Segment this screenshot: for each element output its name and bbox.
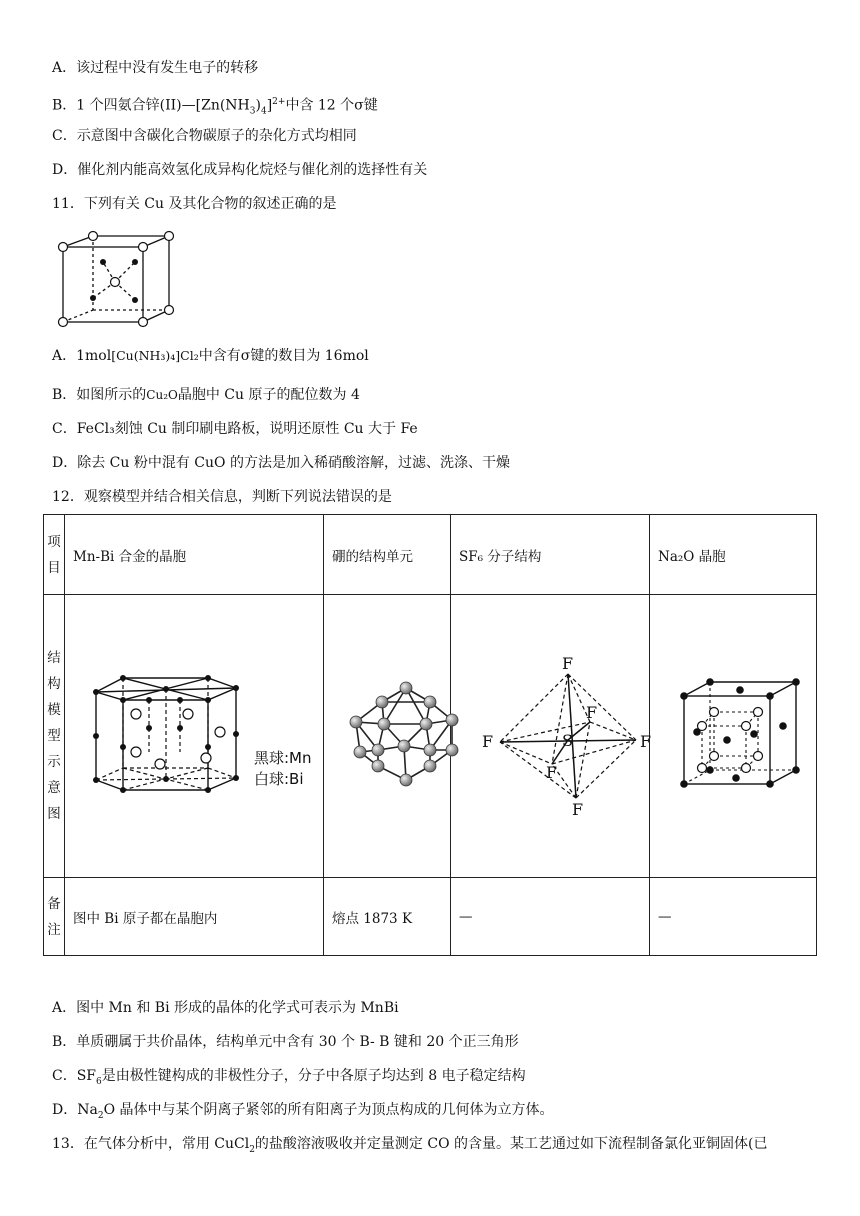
- sf6-f-back: F: [586, 703, 598, 722]
- q11-option-b: B．如图所示的Cu₂O晶胞中 Cu 原子的配位数为 4: [52, 387, 360, 403]
- sf6-f-left: F: [482, 732, 494, 751]
- sf6-s-center: S: [562, 731, 573, 750]
- q11-option-a: A．1mol[Cu(NH₃)₄]Cl₂中含有σ键的数目为 16mol: [52, 348, 369, 364]
- header-sf6: SF₆ 分子结构: [451, 515, 650, 595]
- row-label-note: 备 注: [44, 878, 65, 956]
- na2o-unit-cell-figure: [676, 676, 804, 794]
- sf6-f-right: F: [640, 732, 652, 751]
- q10-option-b: B．1 个四氨合锌$(II)—[Zn(NH_3)_4]^{2+}$中含 12 个σ键: [52, 97, 378, 117]
- note-boron: 熔点 1873 K: [324, 878, 451, 956]
- note-na2o: —: [650, 878, 817, 956]
- legend-black-mn: 黑球:Mn: [254, 749, 312, 767]
- sf6-f-bottom: F: [572, 800, 584, 818]
- q12-option-a: A．图中 Mn 和 Bi 形成的晶体的化学式可表示为 MnBi: [52, 1000, 399, 1016]
- note-sf6: —: [451, 878, 650, 956]
- sf6-f-top: F: [562, 654, 574, 673]
- legend-white-bi: 白球:Bi: [254, 770, 304, 788]
- boron-icosahedron-figure: [348, 680, 460, 792]
- q11-option-d: D．除去 Cu 粉中混有 CuO 的方法是加入稀硝酸溶解，过滤、洗涤、干燥: [52, 455, 510, 471]
- q12-stem: 12．观察模型并结合相关信息，判断下列说法错误的是: [52, 489, 392, 505]
- header-na2o: Na₂O 晶胞: [650, 515, 817, 595]
- row-label-model: 结 构 模 型 示 意 图: [44, 595, 65, 878]
- q13-stem: 13．在气体分析中，常用 CuCl$_2$的盐酸溶液吸收并定量测定 CO 的含量。某工艺通过如下流程制备氯化亚铜固体(已: [52, 1136, 768, 1155]
- q12-option-b: B．单质硼属于共价晶体，结构单元中含有 30 个 B- B 键和 20 个正三角形: [52, 1034, 519, 1050]
- q10-option-a: A．该过程中没有发生电子的转移: [52, 60, 259, 76]
- q12-option-c: C．$SF_6$是由极性键构成的非极性分子，分子中各原子均达到 8 电子稳定结构: [52, 1068, 526, 1087]
- q11-option-c: C．FeCl₃刻蚀 Cu 制印刷电路板，说明还原性 Cu 大于 Fe: [52, 421, 418, 437]
- mnbi-hexagonal-cell-figure: [88, 672, 243, 800]
- header-mnbi: Mn-Bi 合金的晶胞: [65, 515, 324, 595]
- header-boron: 硼的结构单元: [324, 515, 451, 595]
- q12-option-d: D．$Na_2O$ 晶体中与某个阴离子紧邻的所有阳离子为顶点构成的几何体为立方体。: [52, 1102, 554, 1121]
- sf6-octahedron-figure: [480, 652, 660, 818]
- row-label-item: 项 目: [44, 515, 65, 595]
- sf6-f-front: F: [546, 763, 558, 782]
- q10-option-c: C．示意图中含碳化合物碳原子的杂化方式均相同: [52, 128, 357, 144]
- q10-option-d: D．催化剂内能高效氢化成异构化烷烃与催化剂的选择性有关: [52, 162, 428, 178]
- q11-stem: 11．下列有关 Cu 及其化合物的叙述正确的是: [52, 196, 337, 212]
- note-mnbi: 图中 Bi 原子都在晶胞内: [65, 878, 324, 956]
- cu2o-unit-cell-figure: [55, 230, 180, 330]
